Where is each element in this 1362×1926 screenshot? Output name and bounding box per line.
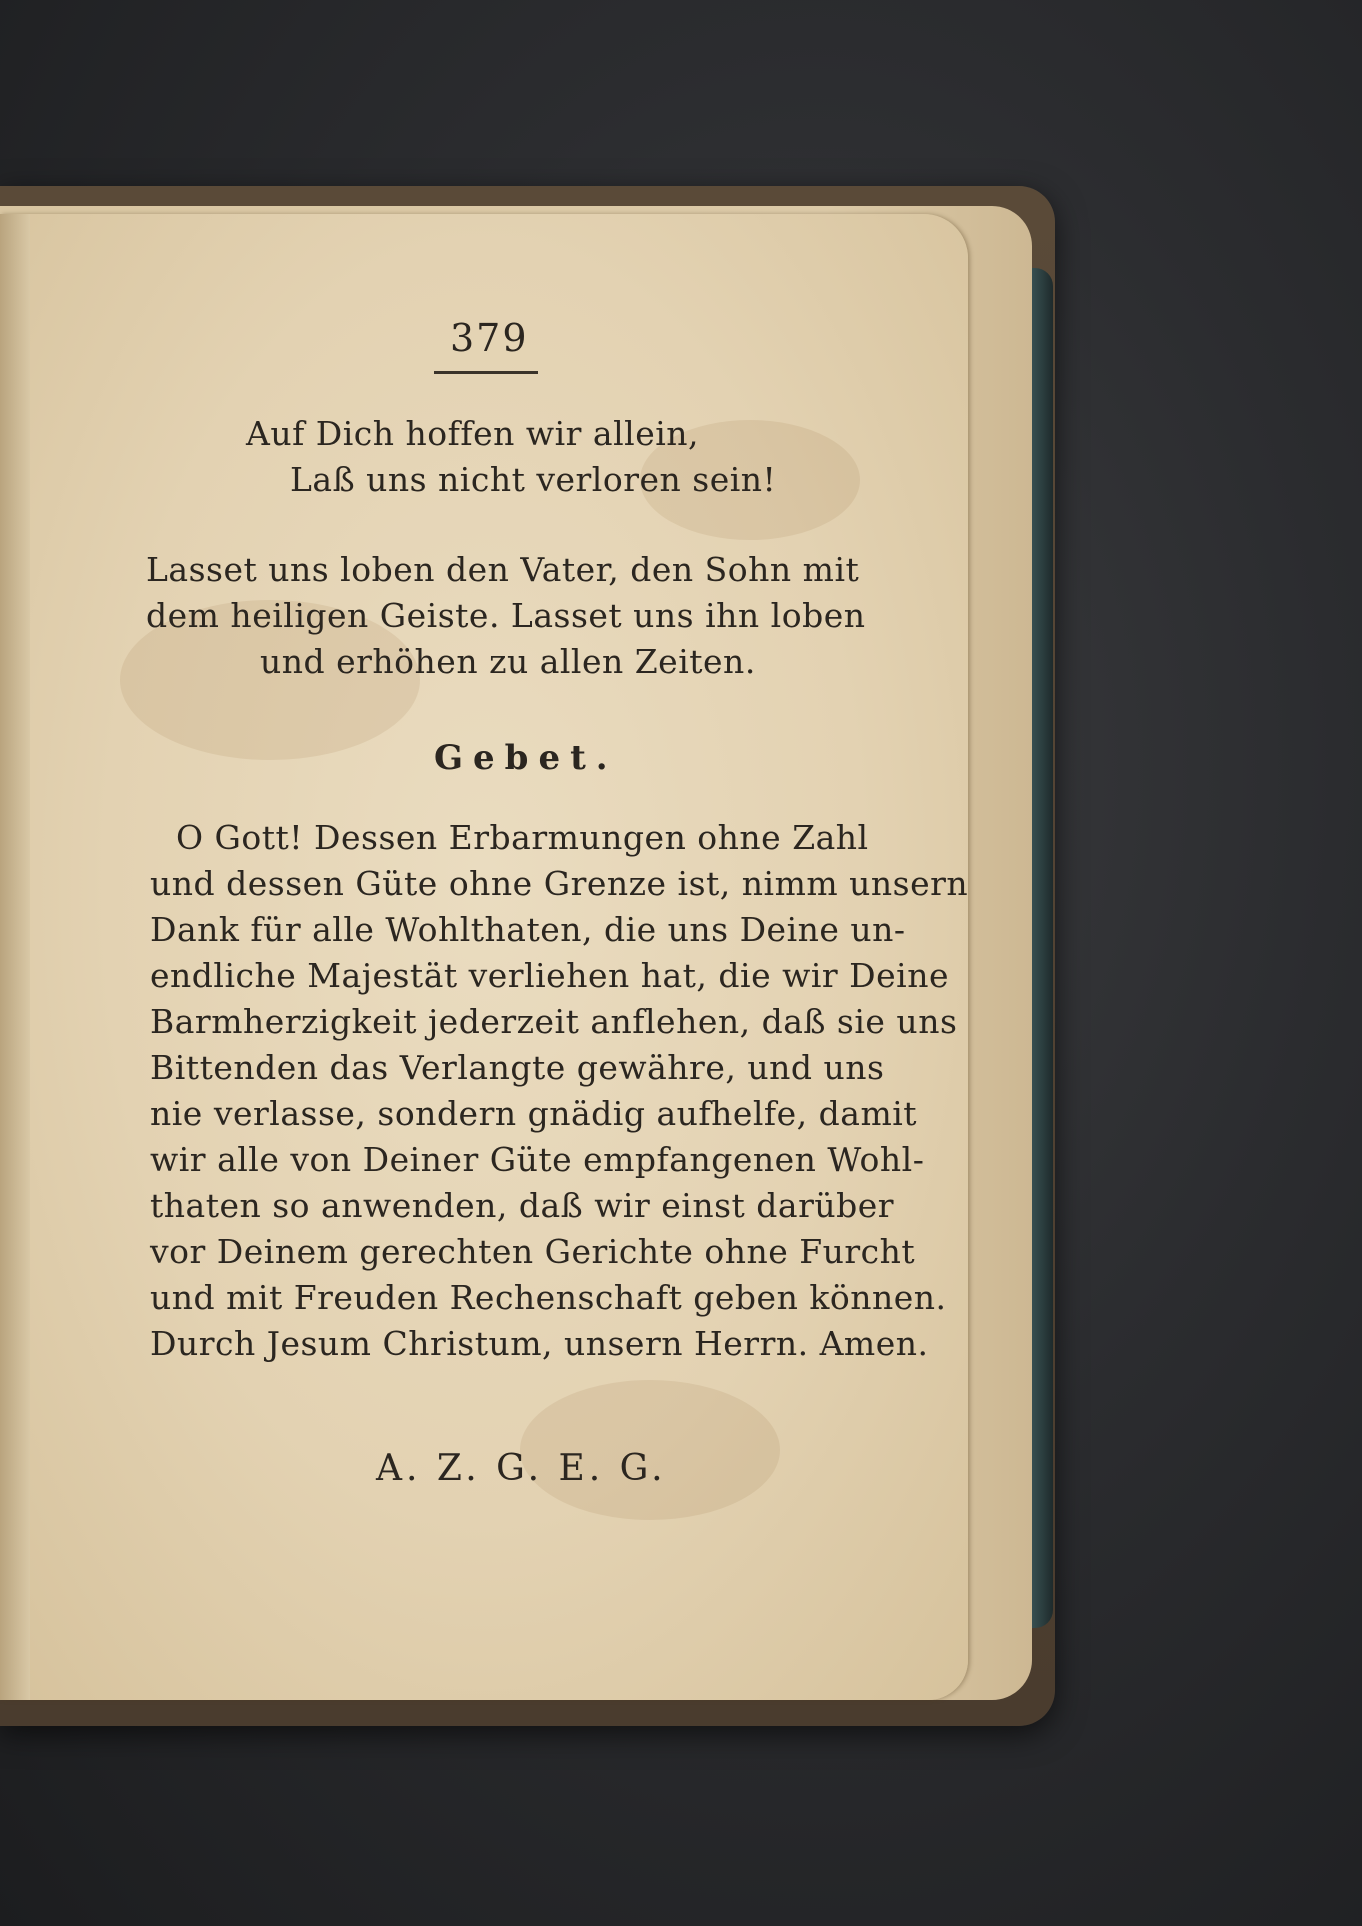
prayer-line: und mit Freuden Rechenschaft geben können. xyxy=(150,1278,947,1317)
page-gutter xyxy=(0,214,30,1700)
prayer-line: Barmherzigkeit jederzeit anflehen, daß sie uns xyxy=(150,1002,958,1041)
doxology-line: dem heiligen Geiste. Lasset uns ihn loben xyxy=(146,596,866,635)
prayer-line: Bittenden das Verlangte gewähre, und uns xyxy=(150,1048,885,1087)
page-number-rule xyxy=(434,371,538,374)
prayer-line: und dessen Güte ohne Grenze ist, nimm unsern xyxy=(150,864,969,903)
prayer-line: endliche Majestät verliehen hat, die wir Deine xyxy=(150,956,949,995)
prayer-line: O Gott! Dessen Erbarmungen ohne Zahl xyxy=(176,818,869,857)
prayer-line: vor Deinem gerechten Gerichte ohne Furcht xyxy=(150,1232,916,1271)
prayer-line: wir alle von Deiner Güte empfangenen Wohl- xyxy=(150,1140,925,1179)
prayer-line: nie verlasse, sondern gnädig aufhelfe, damit xyxy=(150,1094,918,1133)
doxology-line: und erhöhen zu allen Zeiten. xyxy=(260,642,756,681)
prayer-line: thaten so anwenden, daß wir einst darüber xyxy=(150,1186,895,1225)
initials: A. Z. G. E. G. xyxy=(376,1448,667,1489)
prayer-line: Durch Jesum Christum, unsern Herrn. Amen. xyxy=(150,1324,929,1363)
doxology-line: Lasset uns loben den Vater, den Sohn mit xyxy=(146,550,860,589)
verse-line: Laß uns nicht verloren sein! xyxy=(290,460,777,499)
verse-line: Auf Dich hoffen wir allein, xyxy=(246,414,700,453)
prayer-heading: Gebet. xyxy=(434,738,618,778)
page-number: 379 xyxy=(450,316,529,360)
prayer-line: Dank für alle Wohlthaten, die uns Deine un- xyxy=(150,910,906,949)
